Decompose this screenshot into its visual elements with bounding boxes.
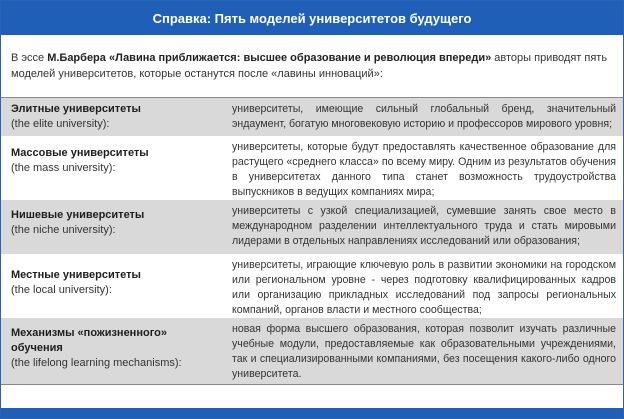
box-title: Справка: Пять моделей университетов будущего bbox=[152, 10, 472, 26]
model-row-niche bbox=[1, 200, 623, 254]
model-label bbox=[11, 146, 211, 176]
model-name: Механизмы «пожизненного» обучения bbox=[11, 327, 167, 354]
model-english: (the elite university): bbox=[11, 118, 110, 130]
model-description: университеты, имеющие сильный глобальный бренд, значительный эндаумент, богатую многовековую историю и профессоров мирового уровня; bbox=[232, 103, 616, 130]
model-name: Местные университеты bbox=[11, 269, 141, 281]
intro-paragraph bbox=[11, 50, 615, 82]
footer-bar bbox=[1, 408, 623, 418]
model-description: университеты, играющие ключевую роль в развитии экономики на городском или региональном уровне - через подготовку квалифицированных кадров или организацию прикладных исследований под запросы региональных компаний, органов власти и местного сообщества; bbox=[232, 259, 616, 316]
intro-text-1: В эссе bbox=[11, 52, 48, 64]
model-description: новая форма высшего образования, которая позволит изучать различные учебные модули, предоставляемые как образовательными учреждениями, так и специализированными компаниями, без посещения какого-либо одного университета. bbox=[232, 323, 616, 380]
model-label bbox=[11, 268, 211, 298]
model-description: университеты, которые будут предоставлять качественное образование для растущего «среднего класса» по всему миру. Одним из результатов обучения в университетах данного типа станет возможность трудоустройства выпускников в ведущих компаниях мира; bbox=[232, 141, 616, 198]
model-label bbox=[11, 326, 211, 371]
model-name: Элитные университеты bbox=[11, 103, 141, 115]
model-row-local bbox=[1, 254, 623, 318]
intro-essay-title: М.Барбера «Лавина приближается: высшее образование и революция впереди» bbox=[47, 52, 492, 64]
model-row-lifelong bbox=[1, 318, 623, 385]
model-row-elite bbox=[1, 97, 623, 136]
model-english: (the lifelong learning mechanisms): bbox=[11, 357, 182, 369]
model-english: (the local university): bbox=[11, 284, 112, 296]
models-table bbox=[1, 97, 623, 385]
intro-text-2: авторы приводят пять моделей университетов, которые останутся после «лавины инноваций»: bbox=[11, 52, 608, 80]
model-label bbox=[11, 208, 211, 238]
model-name: Нишевые университеты bbox=[11, 209, 145, 221]
model-english: (the niche university): bbox=[11, 224, 116, 236]
model-name: Массовые университеты bbox=[11, 147, 149, 159]
model-label bbox=[11, 102, 211, 132]
box-header bbox=[1, 1, 623, 35]
model-row-mass bbox=[1, 136, 623, 200]
model-description: университеты с узкой специализацией, сумевшие занять свое место в международном разделении интеллектуального труда и стать мировыми лидерами в отдельных направлениях исследований или образования; bbox=[232, 205, 616, 247]
model-english: (the mass university): bbox=[11, 162, 116, 174]
